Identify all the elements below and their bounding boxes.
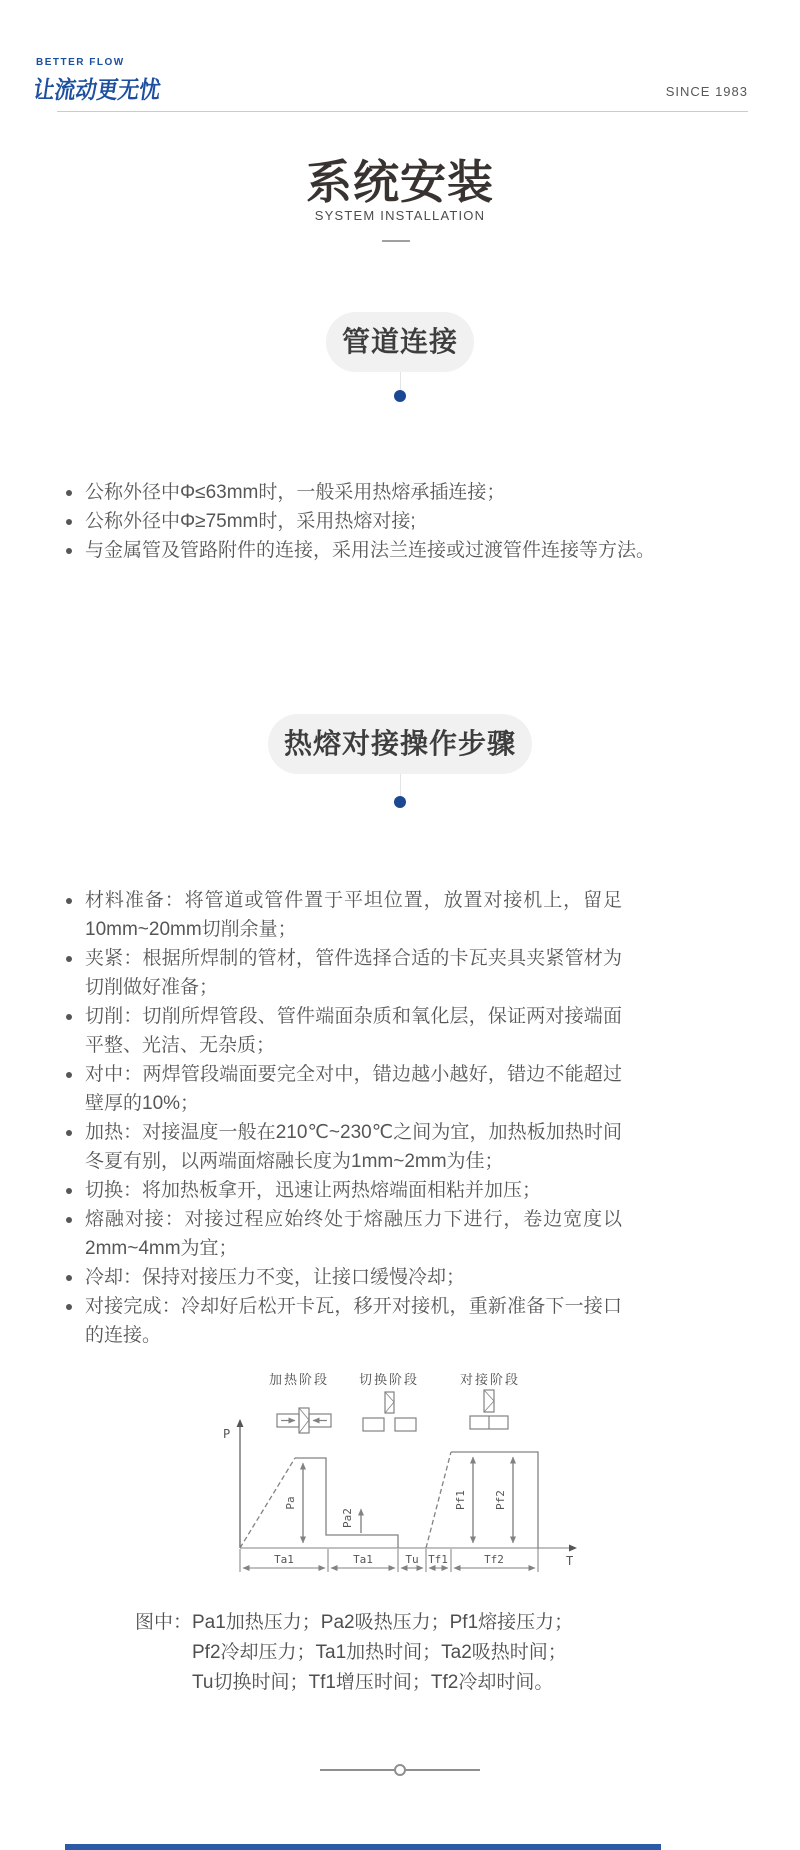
connector-dot-icon — [394, 796, 406, 808]
brand-logo: 让流动更无忧 — [31, 77, 163, 104]
footer-accent-bar — [65, 1844, 661, 1850]
phase-label-butting: 对接阶段 — [459, 1372, 521, 1387]
footer-circle-icon — [394, 1764, 406, 1776]
since-label: SINCE 1983 — [665, 84, 748, 99]
brand-tagline: BETTER FLOW — [36, 57, 125, 68]
time-label-ta2: Ta1 — [353, 1553, 373, 1566]
bullet-item: 切换：将加热板拿开，迅速让两热熔端面相粘并加压； — [64, 1176, 622, 1205]
svg-text:P: P — [223, 1427, 231, 1441]
phase-label-switching: 切换阶段 — [358, 1372, 420, 1387]
heating-phase-icon — [277, 1408, 331, 1433]
switching-phase-icon — [363, 1392, 416, 1431]
pressure-label-pf2: Pf2 — [494, 1490, 507, 1510]
time-label-tf2: Tf2 — [484, 1553, 504, 1566]
bullet-item: 夹紧：根据所焊制的管材，管件选择合适的卡瓦夹具夹紧管材为切削做好准备； — [64, 944, 622, 1002]
pressure-label-pf1: Pf1 — [454, 1490, 467, 1510]
bullet-item: 冷却：保持对接压力不变，让接口缓慢冷却； — [64, 1263, 622, 1292]
bullet-item: 与金属管及管路附件的连接，采用法兰连接或过渡管件连接等方法。 — [64, 536, 670, 565]
section-badge-welding-steps: 热熔对接操作步骤 — [268, 714, 532, 774]
bullet-list-welding-steps — [64, 886, 622, 1350]
butting-phase-icon — [470, 1390, 508, 1429]
svg-text:T: T — [566, 1554, 574, 1568]
connector-line — [400, 372, 401, 391]
connector-line — [400, 774, 401, 796]
page-title: 系统安装 — [306, 156, 494, 208]
pressure-label-pa2: Pa2 — [341, 1508, 354, 1528]
pressure-label-pa: Pa — [284, 1496, 297, 1510]
time-label-tu: Tu — [405, 1553, 419, 1566]
bullet-item: 对接完成：冷却好后松开卡瓦，移开对接机，重新准备下一接口的连接。 — [64, 1292, 622, 1350]
section-badge-pipe-connection: 管道连接 — [326, 312, 474, 372]
time-label-ta1: Ta1 — [274, 1553, 294, 1566]
bullet-item: 公称外径中Φ≤63mm时，一般采用热熔承插连接； — [64, 478, 670, 507]
welding-pressure-time-diagram — [203, 1363, 598, 1578]
bullet-item: 熔融对接：对接过程应始终处于熔融压力下进行，卷边宽度以2mm~4mm为宜； — [64, 1205, 622, 1263]
caption-line: Tu切换时间；Tf1增压时间；Tf2冷却时间。 — [192, 1672, 554, 1693]
phase-label-heating: 加热阶段 — [268, 1372, 330, 1387]
footer-divider — [320, 1764, 480, 1777]
bullet-item: 公称外径中Φ≥75mm时，采用热熔对接; — [64, 507, 670, 536]
bullet-item: 切削：切削所焊管段、管件端面杂质和氧化层，保证两对接端面平整、光洁、无杂质； — [64, 1002, 622, 1060]
bullet-item: 加热：对接温度一般在210℃~230℃之间为宜，加热板加热时间冬夏有别，以两端面熔融长度为1mm~2mm为佳； — [64, 1118, 622, 1176]
p-axis — [223, 1420, 240, 1548]
pressure-annotations — [303, 1457, 513, 1543]
time-label-tf1: Tf1 — [428, 1553, 448, 1566]
title-underline-decoration — [382, 240, 410, 242]
page-subtitle: SYSTEM INSTALLATION — [314, 208, 486, 223]
caption-line: 图中：Pa1加热压力；Pa2吸热压力；Pf1熔接压力； — [135, 1612, 574, 1633]
header-divider — [57, 111, 748, 112]
bullet-item: 材料准备：将管道或管件置于平坦位置，放置对接机上，留足10mm~20mm切削余量； — [64, 886, 622, 944]
diagram-caption — [135, 1608, 573, 1698]
bullet-list-pipe-connection — [64, 478, 670, 565]
caption-line: Pf2冷却压力；Ta1加热时间；Ta2吸热时间； — [192, 1642, 567, 1663]
connector-dot-icon — [394, 390, 406, 402]
bullet-item: 对中：两焊管段端面要完全对中，错边越小越好，错边不能超过壁厚的10%； — [64, 1060, 622, 1118]
